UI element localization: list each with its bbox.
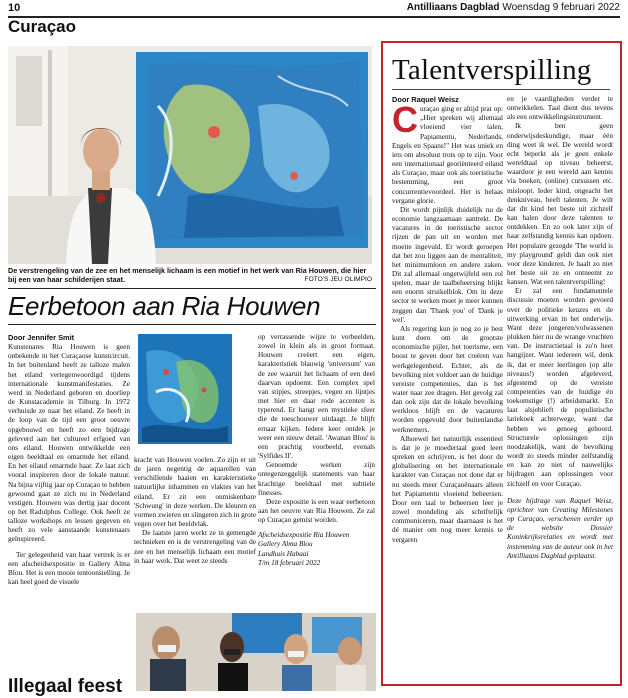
next-article-headline: Illegaal feest: [8, 676, 123, 697]
opinion-paragraph: Ik ben geen onderwijsdeskundige, maar één ding weet ik wel. De wereld wordt echt beperkt als je geen enkele wereldtaal op niveau beheerst, waardoor je een wereld aan kennis via boeken, (online) cursussen etc. misloopt. Ieder kind, ongeacht het denkniveau, heeft talenten. Je wilt dat dit kind het beste uit zichzelf kan halen door deze talenten te ontdekken. En zo ook later zijn of haar zelfstandig kennis kan opdoen. Het populaire gezegde 'The world is my playground' geldt dan ook niet voor deze kinderen. Je haalt zo niet het beste uit ze en ontneemt ze kansen. Wat een talentverspilling!: [507, 122, 613, 287]
section-rule: [8, 16, 620, 38]
exhibition-title: Afscheidsexpositie Ria Houwen: [258, 531, 350, 540]
opinion-paragraph: en je vaardigheden verder te ontwikkelen. Taal dient dus tevens als een ontwikkelingsinstrument.: [507, 95, 613, 122]
headline-rule-bottom: [8, 324, 376, 325]
page-number: 10: [8, 2, 21, 14]
article-paragraph: Kunstenares Ria Houwen is geen onbekende in het Curaçaose kunstcircuit. In het buitenland heeft ze talloze malen het eiland vertegenwoordigd tijdens internationale kunstmanifestaties. Ze werd in Nederland geboren en doorliep de Kunstacademie in Tilburg. In 1972 verhuisde ze naar het eiland. Ze heeft in de loop van de tijd een groot oeuvre opgebouwd en heeft zo een bijdrage geleverd aan het cultureel erfgoed van ons eiland. Houwen ontwikkelde een eigen beeldtaal en omarmde het eiland. En het eiland omarmde haar. Ze laat zich vooral inspireren door de lokale natuur. Na bijna vijftig jaar op Curaçao te hebben gewoond gaat ze zich nu in Nederland vestigen. Houwen was dertig jaar docent op het Radulphus College. Ook heeft ze talloze workshops en lessen gegeven en heeft zo vele aanstaande kunstenaars geïnspireerd.: [8, 343, 130, 544]
article-paragraph: Ter gelegenheid van haar vertrek is er een afscheidsexpositie in Gallery Alma Blou. Het is een mooie tentoonstelling. Je kan heel goed de visuele: [8, 550, 130, 587]
exhibition-gallery: Gallery Alma Blou: [258, 540, 313, 549]
opinion-paragraph: Alhoewel het natuurlijk essentieel is dat je je moedertaal goed leert spreken en schrijven, is het door de globalisering en het internationale karakter van Curaçao not done dat er nu steeds meer Curaçaoënaars alleen het Papiamentu vloeiend beheersen. Door een taal te beheersen leer je zowel mondeling als schriftelijk communiceren, maar daarnaast is het dé manier om nog meer kennis te vergaren: [392, 434, 503, 544]
opinion-paragraph: Als regering kun je nog zo je best kunt doen om de grootste economische pijler, het toerisme, een boost te geven door het creëren van werkgelegenheid. Echter, als de bevolking niet voldoet aan de huidige vereiste competenties, dan is het water naar zee dragen. Het gevolg zal dan ook zijn dat de lokale bevolking werkloos blijft en de vacatures worden opgevuld door buitenlandse werknemers.: [392, 324, 503, 434]
artist-photo-illustration: [8, 46, 372, 264]
gallery-visitors-illustration: [136, 613, 376, 691]
artist-photo: [8, 46, 372, 264]
opinion-byline: Door Raquel Weisz: [392, 95, 459, 104]
article-column-3: [258, 333, 375, 568]
photo-caption: [8, 266, 372, 284]
article-paragraph: Deze expositie is een waar eerbetoon aan het oeuvre van Ria Houwen. Ze zal op Curaçao gemist worden.: [258, 497, 375, 525]
opinion-title: Talentverspilling: [392, 54, 592, 86]
painting-illustration: [136, 332, 234, 446]
opinion-paragraph: Dit wordt pijnlijk duidelijk nu de economie langzaamaan aantrekt. De vacatures in de toeristische sector rijzen de pan uit en worden met moeite ingevuld. Er wordt geroepen dat het zou liggen aan de mentaliteit, het minimumloon en andere zaken. Dit zal allemaal ongetwijfeld een rol spelen, maar de taalbeheersing blijkt een enorm struikelblok. Om in deze sector te werken moet je meer kunnen zeggen dan 'Thank you' of 'Dank je wel'.: [392, 205, 503, 324]
opinion-column-2: [507, 95, 613, 561]
article-paragraph: De laatste jaren werkt ze in gemengde technieken en is de verstrengeling van de zee en het menselijk lichaam een motief in haar werk. Dat weet ze steeds: [134, 529, 256, 565]
opinion-author-note: Deze bijdrage van Raquel Weisz, oprichter van Creating Milestones op Curaçao, verschenen eerder op de website Dossier Koninkrijksrelaties en wordt met instemming van de auteur ook in het Antilliaans Dagblad geplaatst.: [507, 496, 613, 560]
gallery-visitors-photo: [136, 613, 376, 691]
exhibition-dates: T/m 18 februari 2022: [258, 558, 321, 567]
section-title: Curaçao: [8, 17, 77, 36]
article-headline: Eerbetoon aan Ria Houwen: [8, 291, 321, 321]
opinion-paragraph: Er zal een fundamentele discussie moeten worden gevoerd over de politieke keuzes en de uitwerking ervan in het onderwijs. Want deze jongeren/volwassenen plukken hier nu de wrange vruchten van. De instructietaal is zo'n heet hangijzer. Want iedereen wil, denk ik, dat er meer leerlingen (op alle niveaus!) worden afgeleverd, afgestemd op de vereiste competenties van de huidige én toekomstige (!) arbeidsmarkt. En laat alsjeblieft de populistische lariekoek achterwege, want dat hebben we genoeg gehoord. Structurele oplossingen zijn noodzakelijk, want de bevolking wordt zo steeds minder zelfstandig en kan zo niet of nauwelijks bijdragen aan oplossingen voor zichzelf en voor Curaçao.: [507, 287, 613, 488]
opinion-title-rule: [392, 89, 610, 90]
opinion-column-1: [392, 95, 503, 545]
article-paragraph: kracht van Houwen voelen. Zo zijn er uit de jaren negentig de aquarellen van verschillende baaien en karakteristieke natuurlijke inhammen en vlaktes van het eiland. Er zit een onmiskenbare 'Schwung' in deze werken. De kleuren en vormen zwieren en slingeren zich in grote vegen over het beeldvlak.: [134, 456, 256, 529]
article-paragraph: Genoemde werken zijn ontegenzeggelijk statements van haar krachtige beeldtaal met subtiele finesses.: [258, 461, 375, 497]
page-header: [0, 0, 628, 16]
article-column-2: [134, 456, 256, 566]
article-column-1: [8, 333, 130, 587]
exhibition-location: Landhuis Habaai: [258, 549, 309, 558]
issue-date: Woensdag 9 februari 2022: [502, 2, 620, 13]
dropcap-letter: C: [392, 99, 418, 141]
newspaper-name: Antilliaans Dagblad: [406, 2, 500, 13]
opinion-paragraph-text: uraçao ging er altijd prat op: „Hier spreken wij allemaal vloeiend vier talen, Papiamentu, Nederlands, Engels en Spaans!" Het was uniek en iets om absoluut trots op te zijn. Voor een internationaal georiënteerd eiland als Curaçao, maar ook als toeristische bestemming, een groot concurrentievoordeel. Het is helaas vergane glorie.: [392, 105, 503, 205]
exhibition-info: [258, 531, 375, 568]
article-byline: Door Jennifer Smit: [8, 333, 75, 342]
painting-image: [136, 332, 234, 446]
article-paragraph: op verrassende wijze te verbeelden, zowel in klein als in groot formaat. Houwen creëert een eigen, karakteristiek blauwig 'universum' van de zee waaruit het lichaam of een deel daarvan opdoemt. Een complex spel van stipjes, streepjes, vegen en lijntjes met hier en daar rode accenten is typerend. Er hangt een mystieke sfeer die de toeschouwer uitdaagt. Je blijft ernaar kijken. Iedere keer ontdek je weer een nieuw detail. 'Awanan Blou' is een prachtig voorbeeld, evenals 'Sylfides II'.: [258, 333, 375, 461]
photo-caption-text: De verstrengeling van de zee en het menselijk lichaam is een motief in het werk van Ria Houwen, die hier bij een van haar schilderijen staat.: [8, 266, 367, 284]
photo-credit: FOTO'S JEU OLIMPIO: [304, 276, 372, 283]
headline-rule-top: [8, 288, 376, 289]
masthead-line: [407, 2, 620, 13]
